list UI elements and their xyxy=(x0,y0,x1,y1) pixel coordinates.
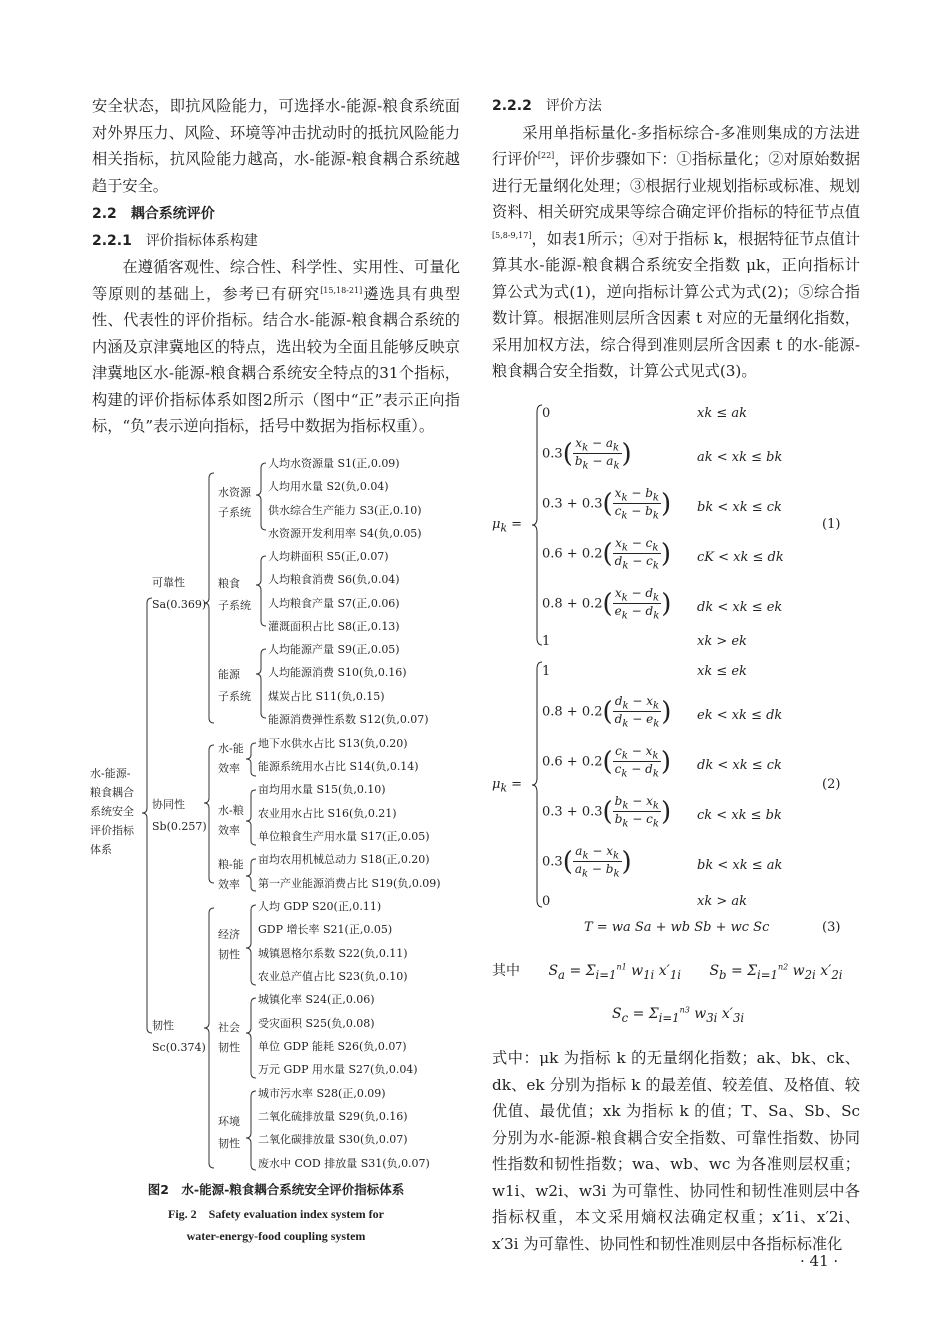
eq1-cond: ak < xk ≤ bk xyxy=(697,450,783,465)
figure-caption-en-1: Fig. 2 Safety evaluation index system for xyxy=(168,1207,384,1221)
eq1-line-4: 0.6 + 0.2( $\frac{x_k - c_k}{d_k - c_k}$ ) xyxy=(542,536,672,572)
indicator: 单位粮食生产用水量 S17(正,0.05) xyxy=(258,830,430,843)
eq2-cond: dk < xk ≤ ck xyxy=(697,758,782,773)
indicator: 城镇恩格尔系数 S22(负,0.11) xyxy=(258,947,408,960)
eq2-cond: bk < xk ≤ ak xyxy=(697,858,783,873)
eq1-cond: dk < xk ≤ ek xyxy=(697,600,783,615)
criterion-reliability-weight: Sa(0.369) xyxy=(152,598,207,611)
indicator: 人均 GDP S20(正,0.11) xyxy=(258,900,382,913)
indicator: 单位 GDP 能耗 S26(负,0.07) xyxy=(258,1040,407,1053)
left-paragraph-1: 安全状态，即抗风险能力，可选择水-能源-粮食系统面对外界压力、风险、环境等冲击扰动时的抵抗风险能力相关指标，抗风险能力越高，水-能源-粮食耦合系统越趋于安全。 xyxy=(92,97,460,195)
eq2-line-1: 1 xyxy=(542,664,551,679)
indicator: 煤炭占比 S11(负,0.15) xyxy=(268,690,385,703)
eq1-cond: cK < xk ≤ dk xyxy=(697,550,784,565)
subsection-title: 评价方法 xyxy=(545,98,602,114)
indicator: 能源系统用水占比 S14(负,0.14) xyxy=(258,760,419,773)
root-line: 评价指标 xyxy=(90,824,134,837)
indicator: 人均用水量 S2(负,0.04) xyxy=(268,480,389,493)
subsystem-food-energy: 粮-能 效率 xyxy=(218,858,244,891)
eq1-line-1: 0 xyxy=(542,406,551,421)
section-number: 2.2 xyxy=(92,206,117,222)
eq2-line-6: 0 xyxy=(542,894,551,909)
indicator: 供水综合生产能力 S3(正,0.10) xyxy=(268,504,422,517)
citation: [22] xyxy=(537,150,555,160)
root-line: 水-能源- xyxy=(90,767,131,780)
eq2-cond: xk > ak xyxy=(697,894,747,909)
index-system-diagram xyxy=(90,453,465,1173)
indicator: 人均能源消费 S10(负,0.16) xyxy=(268,666,407,679)
indicator: 能源消费弹性系数 S12(负,0.07) xyxy=(268,713,429,726)
citation: [5,8-9,17] xyxy=(492,230,532,240)
root-line: 粮食耦合 xyxy=(90,786,134,799)
page-number: · 41 · xyxy=(800,1252,839,1270)
eq1-label: (1) xyxy=(822,517,841,532)
eq2-cond: ek < xk ≤ dk xyxy=(697,708,783,723)
indicator: 水资源开发利用率 S4(负,0.05) xyxy=(268,527,422,540)
indicator: 人均能源产量 S9(正,0.05) xyxy=(268,643,400,656)
indicator: 人均粮食消费 S6(负,0.04) xyxy=(268,573,400,586)
para-text: 遴选具有典型性、代表性的评价指标。结合水-能源-粮食耦合系统的内涵及京津冀地区的特点，选出较为全面且能够反映京津冀地区水-能源-粮食耦合系统安全特点的31个指标，构建的评价指标体系如图2所示（图中“正”表示正向指标，“负”表示逆向指标，括号中数据为指标权重）。 xyxy=(92,284,461,435)
eq2-line-2: 0.8 + 0.2( $\frac{d_k - x_k}{d_k - e_k}$ ) xyxy=(542,694,672,730)
criterion-reliability: 可靠性 xyxy=(152,576,185,589)
indicator: 亩均用水量 S15(负,0.10) xyxy=(258,783,386,796)
figure-caption-zh: 图2 水-能源-粮食耦合系统安全评价指标体系 xyxy=(147,1182,405,1197)
left-paragraph-2 xyxy=(92,254,460,440)
indicator: 受灾面积 S25(负,0.08) xyxy=(258,1017,375,1030)
criterion-resilience-weight: Sc(0.374) xyxy=(152,1041,206,1054)
subsystem-environment: 环境 韧性 xyxy=(218,1115,240,1150)
eq1-line-5: 0.8 + 0.2( $\frac{x_k - d_k}{e_k - d_k}$ ) xyxy=(542,586,672,622)
section-heading-2-2 xyxy=(92,201,460,228)
eq2-line-4: 0.3 + 0.3( $\frac{b_k - x_k}{b_k - c_k}$ ) xyxy=(542,794,672,830)
criterion-resilience: 韧性 xyxy=(152,1019,174,1032)
subsystem-water-energy: 水-能 效率 xyxy=(218,742,244,775)
subsection-number: 2.2.2 xyxy=(492,98,532,114)
eq2-line-5: 0.3( $\frac{a_k - x_k}{a_k - b_k}$ ) xyxy=(542,844,632,880)
indicator: 二氧化碳排放量 S30(负,0.07) xyxy=(258,1133,408,1146)
indicator: 农业总产值占比 S23(负,0.10) xyxy=(258,970,408,983)
mu-k-eq1: $\mu_k$ = xyxy=(492,517,523,535)
right-column-bottom xyxy=(492,1045,860,1257)
subsystem-social: 社会 韧性 xyxy=(218,1021,240,1054)
eq1-cond: bk < xk ≤ ck xyxy=(697,500,782,515)
indicator: 农业用水占比 S16(负,0.21) xyxy=(258,807,397,820)
indicator: 人均粮食产量 S7(正,0.06) xyxy=(268,597,400,610)
eq3-label: (3) xyxy=(822,920,841,935)
indicator: 第一产业能源消费占比 S19(负,0.09) xyxy=(258,877,441,890)
eq1-line-6: 1 xyxy=(542,634,551,649)
eq3-sc: $S_c = \Sigma_{i=1}^{n3}$ $w_{3i}$ $x'_{3i}$ xyxy=(612,1005,745,1025)
root-line: 系统安全 xyxy=(90,805,134,818)
indicator: 人均耕面积 S5(正,0.07) xyxy=(268,550,389,563)
eq2-cond: xk ≤ ek xyxy=(697,664,747,679)
eq2-line-3: 0.6 + 0.2( $\frac{c_k - x_k}{c_k - d_k}$ ) xyxy=(542,744,672,780)
criterion-synergy-weight: Sb(0.257) xyxy=(152,820,207,833)
eq3: T = wa Sa + wb Sb + wc Sc xyxy=(584,920,770,935)
indicator: GDP 增长率 S21(正,0.05) xyxy=(258,923,393,936)
indicator: 亩均农用机械总动力 S18(正,0.20) xyxy=(258,853,430,866)
eq1-cond: xk > ek xyxy=(697,634,747,649)
subsystem-economic: 经济 韧性 xyxy=(218,928,240,961)
section-title: 耦合系统评价 xyxy=(130,206,215,222)
equations xyxy=(492,400,862,1040)
right-paragraph-1: 采用单指标量化-多指标综合-多准则集成的方法进行评价[22]，评价步骤如下：①指标量化；②对原始数据进行无量纲化处理；③根据行业规划指标或标准、规划资料、相关研究成果等综合确定评价指标的特征节点值[5,8-9,17]，如表1所示；④对于指标 k，根据特征节点值计算其水-能源-粮食耦合系统安全指数 μk，正向指标计算公式为式(1)，逆向指标计算公式为式(2)；⑤综合指数计算。根据准则层所含因素 t 对应的无量纲化指数，采用加权方法，综合得到准则层所含因素 t 的水-能源-粮食耦合安全指数，计算公式见式(3)。 xyxy=(492,123,861,380)
subsection-title: 评价指标体系构建 xyxy=(145,232,258,249)
section-heading-2-2-2 xyxy=(492,93,860,120)
figure-caption-en-2: water-energy-food coupling system xyxy=(186,1229,366,1243)
indicator: 废水中 COD 排放量 S31(负,0.07) xyxy=(258,1157,430,1170)
eq2-cond: ck < xk ≤ bk xyxy=(697,808,782,823)
mu-k-eq2: $\mu_k$ = xyxy=(492,777,523,795)
subsystem-energy: 能源 子系统 xyxy=(218,668,251,703)
right-paragraph-2: 式中：μk 为指标 k 的无量纲化指数；ak、bk、ck、dk、ek 分别为指标 k 的最差值、较差值、及格值、较优值、最优值；xk 为指标 k 的值；T、Sa、Sb、Sc 分别为水-能源-粮食耦合安全指数、可靠性指数、协同性指数和韧性指数；wa、wb、wc 为各准则层权重；w1i、w2i、w3i 为可靠性、协同性和韧性准则层中各指标权重，本文采用熵权法确定权重；x′1i、x′2i、x′3i 为可靠性、协同性和韧性准则层中各指标标准化 xyxy=(492,1049,860,1253)
indicator: 灌溉面积占比 S8(正,0.13) xyxy=(268,620,400,633)
indicator: 万元 GDP 用水量 S27(负,0.04) xyxy=(258,1063,418,1076)
eq3-where: 其中 $S_a = \Sigma_{i=1}^{n1}$ $w_{1i}$ $x'_{1i}$ $S_b = \Sigma_{i=1}^{n2}$ $w_{2i}$ $x'_{2i}$ xyxy=(492,962,843,982)
subsystem-food: 粮食 子系统 xyxy=(218,577,251,612)
criterion-synergy: 协同性 xyxy=(152,798,185,811)
subsection-number: 2.2.1 xyxy=(92,232,132,249)
eq1-line-2: 0.3( $\frac{x_k - a_k}{b_k - a_k}$ ) xyxy=(542,436,632,472)
indicator: 城镇化率 S24(正,0.06) xyxy=(258,993,375,1006)
right-column xyxy=(492,93,860,385)
left-column xyxy=(92,93,460,440)
subsystem-water-food: 水-粮 效率 xyxy=(218,804,244,837)
eq1-line-3: 0.3 + 0.3( $\frac{x_k - b_k}{c_k - b_k}$ ) xyxy=(542,486,672,522)
section-heading-2-2-1 xyxy=(92,228,460,255)
root-node xyxy=(90,764,134,859)
eq2-label: (2) xyxy=(822,777,841,792)
eq1-cond: xk ≤ ak xyxy=(697,406,747,421)
indicator: 二氧化硫排放量 S29(负,0.16) xyxy=(258,1110,408,1123)
subsystem-water: 水资源 子系统 xyxy=(218,486,251,519)
indicator: 人均水资源量 S1(正,0.09) xyxy=(268,457,400,470)
indicator: 城市污水率 S28(正,0.09) xyxy=(258,1087,386,1100)
indicator: 地下水供水占比 S13(负,0.20) xyxy=(258,737,408,750)
para-text: 在遵循客观性、综合性、科学性、实用性、可量化等原则的基础上，参考已有研究 xyxy=(92,258,460,303)
citation: [15,18-21] xyxy=(320,285,363,295)
root-line: 体系 xyxy=(90,843,112,856)
